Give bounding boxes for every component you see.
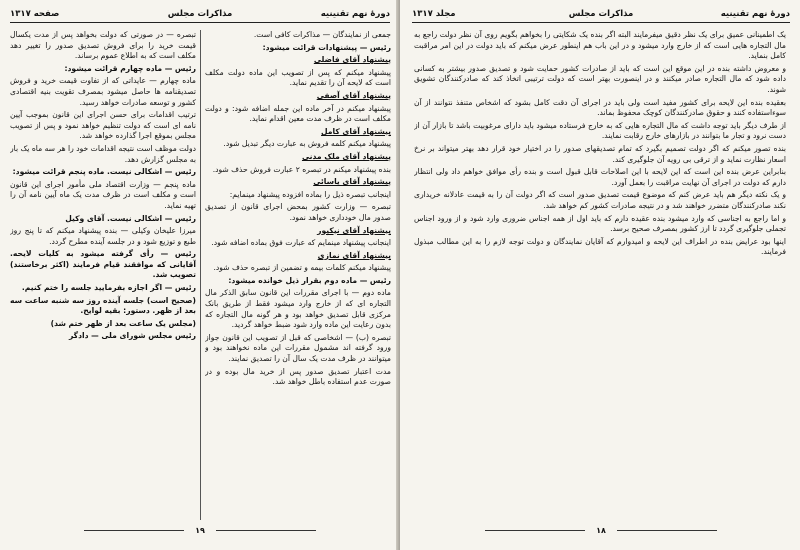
- footer-rule: [216, 530, 316, 531]
- paragraph: یک اطمینانی عمیق برای یک نظر دقیق میفرمایند البته اگر بنده یک شکایتی را بخواهم بگویم روی آن نظر دولت راجع به مال التجاره هایی است که از خارج وارد میشود و در این باب هم اینطور عرض میکنم که باید دولت در این امر مراقبت کامل بنماید.: [414, 30, 786, 61]
- closing-line: (صحیح است) جلسه آینده روز سه شنبه ساعت سه بعد از ظهر. دستور: بقیه لوایح.: [10, 295, 196, 316]
- paragraph: بعقیده بنده این لایحه برای کشور مفید است ولی باید در اجرای آن دقت کامل بشود که اشخاص متنفذ نتوانند از آن سوءاستفاده کنند و حقوق صادرکنندگان کوچک محفوظ بماند.: [414, 97, 786, 118]
- paragraph: جمعی از نمایندگان — مذاکرات کافی است.: [253, 30, 391, 39]
- right-page: [400, 0, 800, 550]
- paragraph: ماده چهارم — عایداتی که از تفاوت قیمت خرید و فروش تصدیقنامه ها حاصل میشود بمصرف تقویت بنیه اقتصادی کشور و توسعه صادرات خواهد رسید.: [10, 76, 196, 107]
- speaker-line: رئیس — اشکالی نیست. آقای وکیل: [65, 213, 196, 223]
- paragraph: پیشنهاد میکنم کلمه فروش به عبارت دیگر تبدیل شود.: [223, 139, 391, 149]
- paragraph: و معروض داشته بنده در این موقع این است که باید از صادرات کشور حمایت شود و تصدیق صدور بیشتر به کسانی داده شود که مال التجاره صادر میکنند و در اینصورت بهتر است که دولت ترتیبی اتخاذ کند که صادرکنندگان تشویق شوند.: [414, 63, 786, 94]
- paragraph: پیشنهاد میکنم کلمات بیمه و تضمین از تبصره حذف شود.: [213, 263, 391, 273]
- paragraph: ماده پنجم — وزارت اقتصاد ملی مأمور اجرای این قانون است و مکلف است در ظرف مدت یک ماه آیین نامه آن را تهیه نماید.: [10, 179, 196, 210]
- speaker-line: رئیس — ماده چهارم قرائت میشود:: [64, 63, 196, 73]
- paragraph: تبصره — وزارت کشور بمحض اجرای قانون از تصدیق صدور مال خودداری خواهد نمود.: [205, 202, 391, 222]
- column-divider: [200, 30, 201, 520]
- paragraph: بنابراین عرض بنده این است که این لایحه با این اصلاحات قابل قبول است و بنده رأی موافق خواهم داد ولی انتظار دارم که دولت در اجرای آن نهایت مراقبت را بعمل آورد.: [414, 167, 786, 187]
- speaker-line: رئیس — رأی گرفته میشود به کلیات لایحه. آقایانی که موافقند قیام فرمایند (اکثر برخاستند) تصویب شد.: [10, 249, 196, 280]
- footer-rule: [84, 530, 184, 531]
- header-page-number: مجلد ۱۳۱۷: [412, 9, 456, 19]
- paragraph: اینها بود عرایض بنده در اطراف این لایحه و امیدوارم که آقایان نمایندگان و دولت توجه لازم را به این مطالب مبذول فرمایند.: [414, 236, 786, 257]
- proposal-heading: پیشنهاد آقای آصفی: [316, 90, 391, 100]
- paragraph: و یک نکته دیگر هم باید عرض کنم که موضوع قیمت تصدیق صدور است که اگر دولت آن را به قیمت عادلانه خریداری نکند صادرکنندگان متضرر خواهند شد و در نتیجه صادرات کشور کم خواهد شد.: [414, 190, 786, 210]
- header-title: مذاکرات مجلس: [568, 9, 634, 19]
- paragraph: و اما راجع به اجناسی که وارد میشود بنده عقیده دارم که باید اول از همه اجناس ضروری وارد شود و از ورود اجناس تجملی جلوگیری گردد تا ارز کشور بمصرف صحیح برسد.: [414, 213, 786, 234]
- page-footer: [10, 526, 390, 536]
- paragraph: دولت موظف است نتیجه اقدامات خود را هر سه ماه یک بار به مجلس گزارش دهد.: [10, 143, 196, 164]
- paragraph: پیشنهاد میکنم که پس از تصویب این ماده دولت مکلف است که لایحه آن را تقدیم نماید.: [205, 67, 391, 88]
- paragraph: اینجانب پیشنهاد مینمایم که عبارت فوق بماده اضافه شود.: [211, 238, 391, 248]
- paragraph: تبصره (ب) — اشخاصی که قبل از تصویب این قانون جواز ورود گرفته اند مشمول مقررات این ماده نخواهند بود و میتوانند در ظرف مدت یک سال آن را تصدیق نمایند.: [205, 332, 391, 364]
- left-page-right-column: [205, 30, 391, 520]
- paragraph: اینجانب تبصره ذیل را بماده افزوده پیشنهاد مینمایم:: [229, 189, 391, 199]
- session-line: رئیس — پیشنهادات قرائت میشود:: [262, 42, 391, 52]
- paragraph: از طرف دیگر باید توجه داشت که مال التجاره هایی که به خارج فرستاده میشود باید دارای مرغوبیت باشد تا بازار آن از دست نرود و تجار ما بتوانند در بازارهای خارج رقابت نمایند.: [414, 120, 786, 141]
- header-title: مذاکرات مجلس: [167, 9, 233, 19]
- page-footer: [412, 526, 790, 536]
- page-header: [10, 8, 390, 23]
- paragraph: تبصره — در صورتی که دولت بخواهد پس از مدت یکسال قیمت خرید را برای فروش تصدیق صدور را تغییر دهد مکلف است که به اطلاع عموم برساند.: [10, 30, 196, 61]
- closing-line: رئیس — اگر اجازه بفرمایید جلسه را ختم کنیم.: [21, 283, 196, 293]
- proposal-heading: پیشنهاد آقای کامل: [321, 126, 391, 136]
- paragraph: ترتیب اقدامات برای حسن اجرای این قانون بموجب آیین نامه ای است که دولت تنظیم خواهد نمود و پس از تصویب مجلس بموقع اجرا گذارده خواهد شد.: [10, 110, 196, 141]
- right-page-column: [414, 30, 786, 520]
- header-volume: دورهٔ نهم تقنینیه: [320, 9, 390, 19]
- header-volume: دورهٔ نهم تقنینیه: [720, 9, 790, 19]
- proposal-heading: پیشنهاد آقای نمازی: [317, 250, 391, 260]
- footer-rule: [617, 530, 717, 531]
- page-header: [412, 8, 790, 23]
- footer-page-number: ۱۸: [596, 526, 606, 535]
- paragraph: بنده پیشنهاد میکنم در تبصره ۲ عبارت فروش حذف شود.: [212, 164, 391, 174]
- speaker-line: رئیس — ماده دوم بقرار ذیل خوانده میشود:: [228, 275, 391, 285]
- proposal-heading: پیشنهاد آقای نیکپور: [317, 225, 391, 235]
- footer-page-number: ۱۹: [195, 526, 205, 535]
- paragraph: میرزا علیخان وکیلی — بنده پیشنهاد میکنم که تا پنج روز طبع و توزیع شود و در جلسه آینده مطرح گردد.: [10, 226, 196, 246]
- closing-line: (مجلس یک ساعت بعد از ظهر ختم شد): [50, 318, 196, 328]
- paragraph: مدت اعتبار تصدیق صدور پس از خرید مال بوده و در صورت عدم استفاده باطل خواهد شد.: [205, 366, 391, 387]
- speaker-line: رئیس — اشکالی نیست. ماده پنجم قرائت میشود:: [12, 167, 196, 177]
- header-page-number: صفحه ۱۳۱۷: [10, 9, 60, 19]
- proposal-heading: پیشنهاد آقای یاسائی: [313, 177, 391, 187]
- left-page-left-column: [10, 30, 196, 520]
- footer-rule: [485, 530, 585, 531]
- proposal-heading: پیشنهاد آقای فاضلی: [313, 55, 391, 65]
- proposal-heading: پیشنهاد آقای ملک مدنی: [301, 151, 391, 161]
- paragraph: بنده تصور میکنم که اگر دولت تصمیم بگیرد که تمام تصدیقهای صدور را در اختیار خود قرار دهد بهتر میتواند بر نرخ اسعار نظارت نماید و از ترقی بی رویه آن جلوگیری کند.: [414, 143, 786, 164]
- closing-line: رئیس مجلس شورای ملی — داد‌گر: [68, 331, 196, 341]
- paragraph: ماده دوم — با اجرای مقررات این قانون سابق الذکر مال التجاره ای که از خارج وارد میشود فقط از طریق بانک مرکزی قابل تصدیق خواهد بود و هر گونه مال التجاره که بدون رعایت این ماده وارد شود ضبط خواهد گردید.: [205, 288, 391, 330]
- paragraph: پیشنهاد میکنم در آخر ماده این جمله اضافه شود: و دولت مکلف است در ظرف مدت معین اقدام نماید.: [205, 103, 391, 124]
